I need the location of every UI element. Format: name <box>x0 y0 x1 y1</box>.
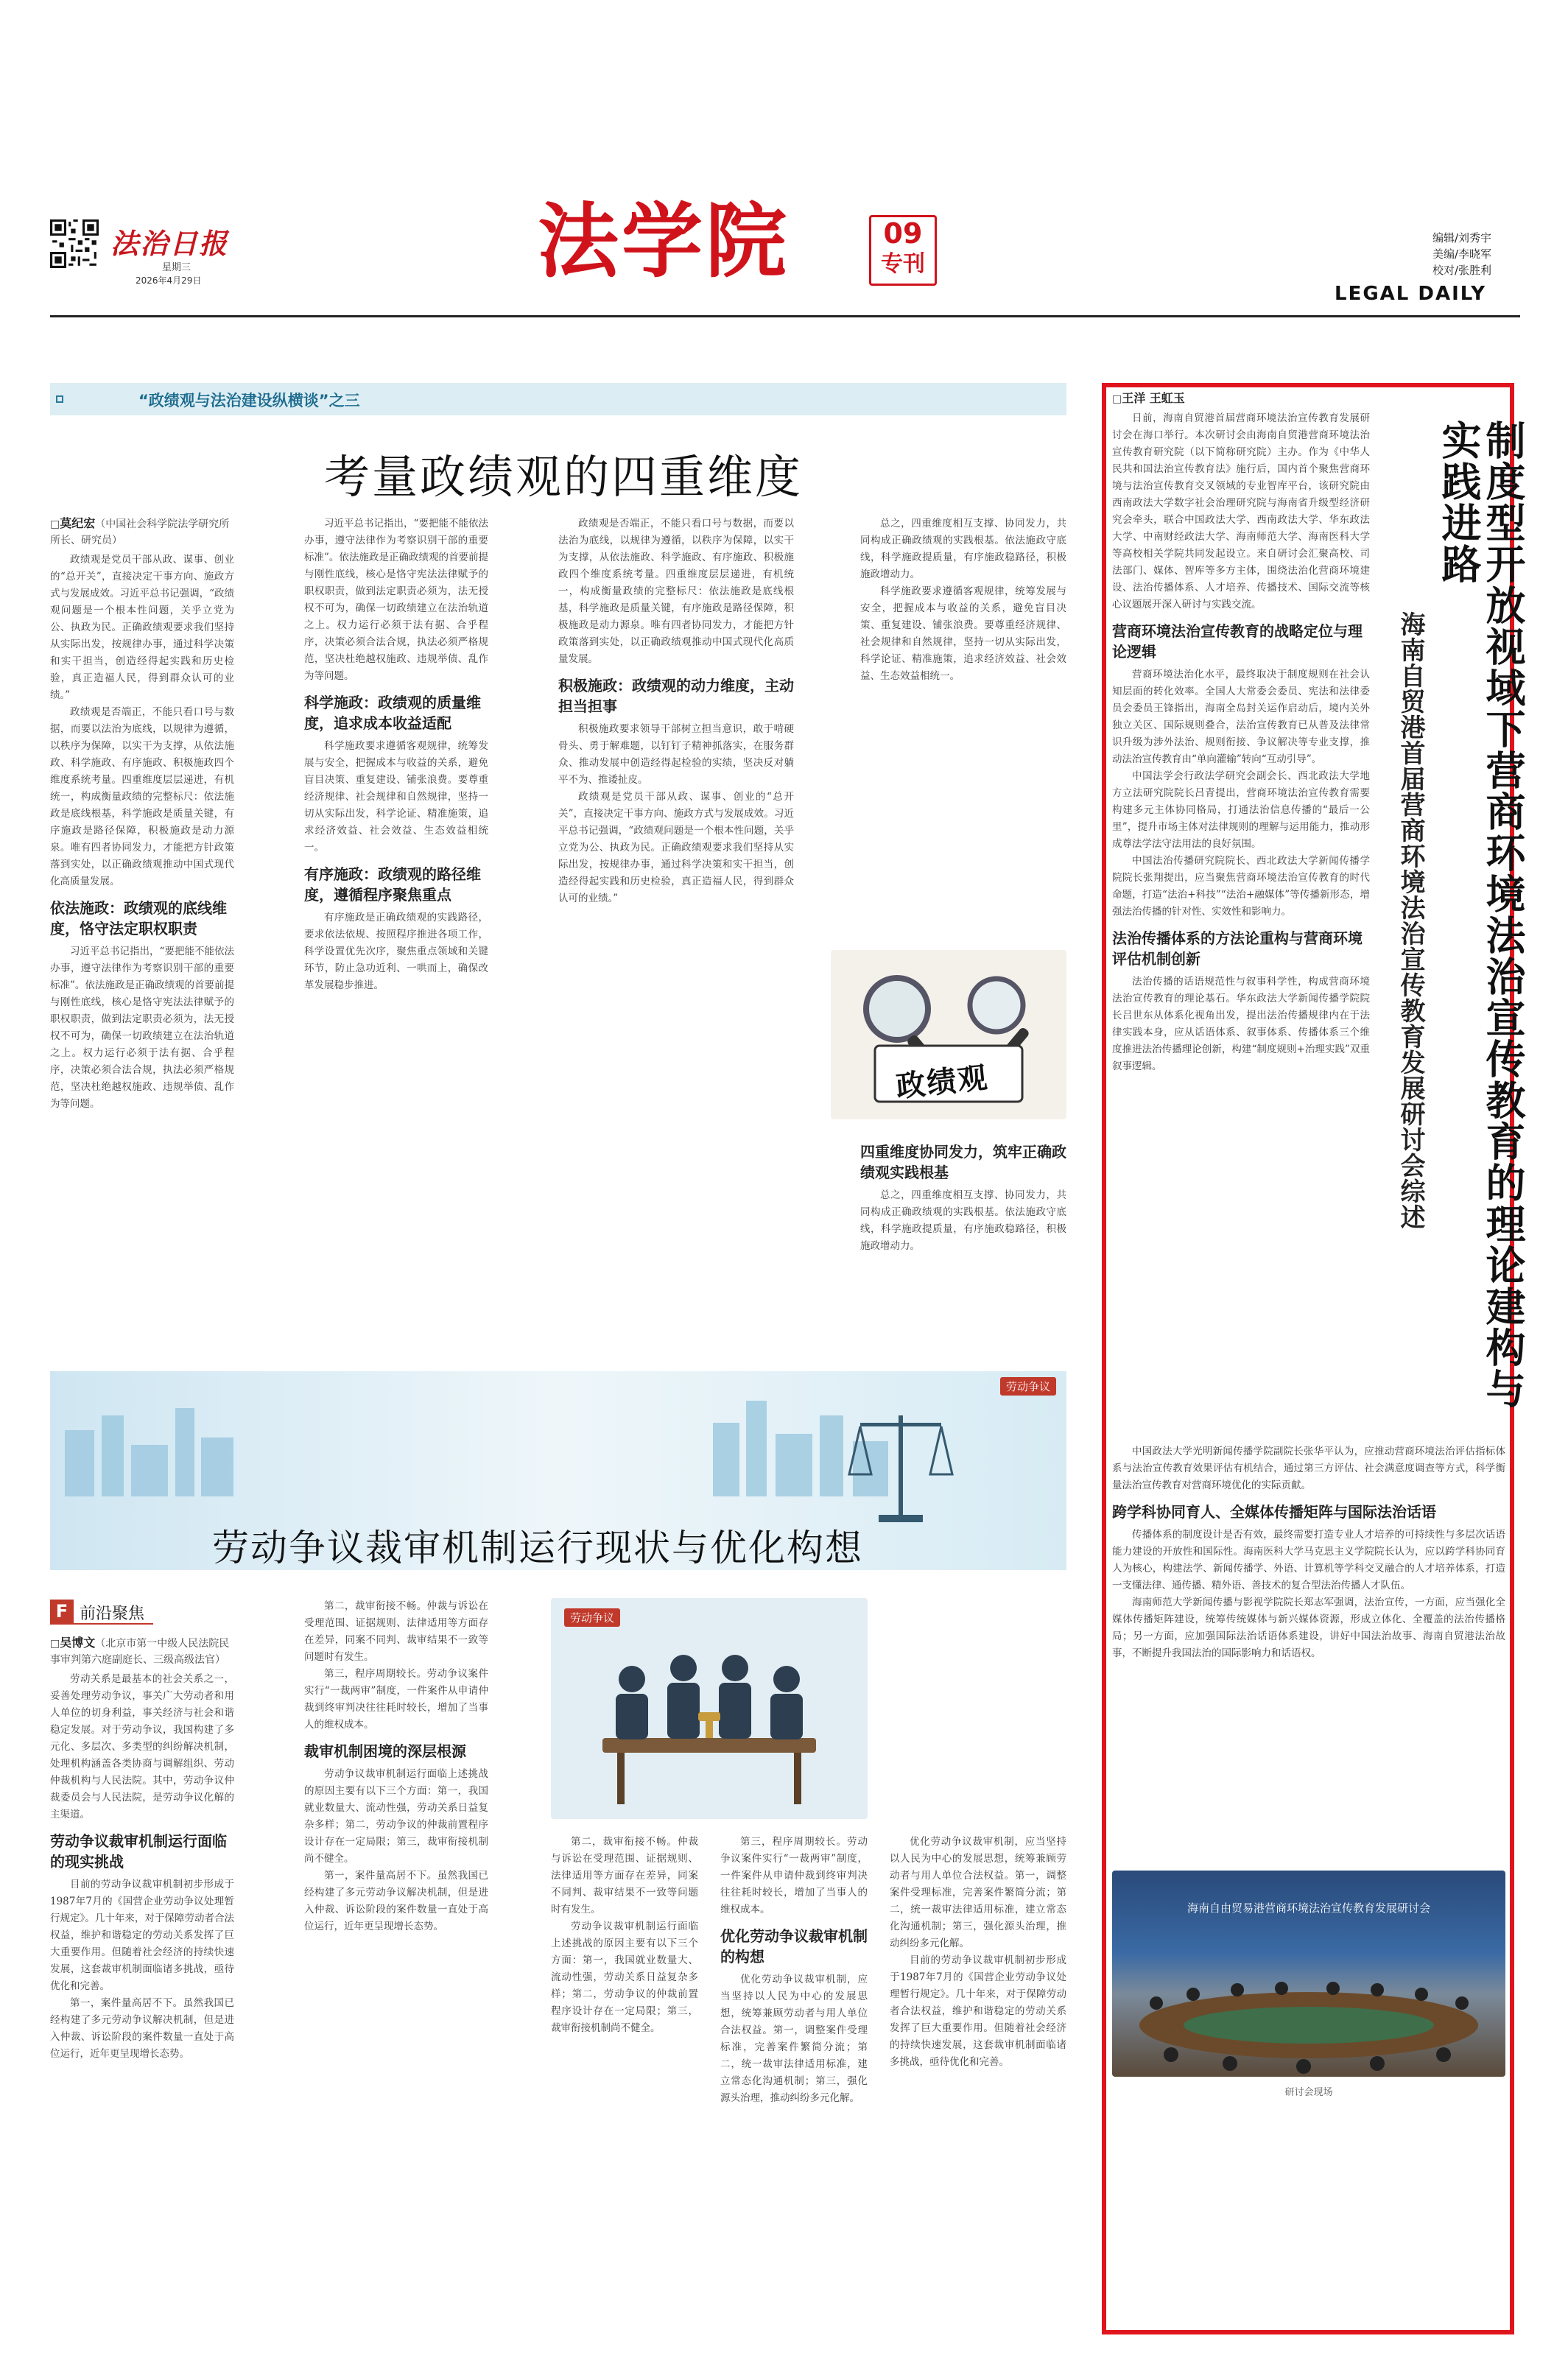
subhead: 营商环境法治宣传教育的战略定位与理论逻辑 <box>1112 622 1363 661</box>
column-tag-label: 前沿聚焦 <box>80 1605 145 1623</box>
article1-col3 <box>558 516 794 1355</box>
series-banner <box>50 383 1066 415</box>
paragraph: 第二，裁审衔接不畅。仲裁与诉讼在受理范围、证据规则、法律适用等方面存在差异，同案不同判、裁审结果不一致等问题时有发生。 <box>551 1836 698 1915</box>
qr-code-icon <box>50 219 99 268</box>
paragraph: 劳动争议裁审机制运行面临上述挑战的原因主要有以下三个方面：第一，我国就业数量大、流动性强，劳动关系日益复杂多样；第二，劳动争议的仲裁前置程序设计存在一定局限；第三，裁审衔接机制尚不健全。 <box>304 1768 488 1865</box>
article2-col2 <box>304 1598 488 2327</box>
paragraph: 第三，程序周期较长。劳动争议案件实行“一裁两审”制度，一件案件从申请仲裁到终审判决往往耗时较长，增加了当事人的维权成本。 <box>720 1836 868 1915</box>
subhead: 裁审机制困境的深层根源 <box>304 1742 466 1760</box>
article2-banner <box>50 1371 1066 1570</box>
page-type: 专刊 <box>881 251 925 277</box>
paragraph: 营商环境法治化水平，最终取决于制度规则在社会认知层面的转化效率。全国人大常委会委员、宪法和法律委员会委员王锋指出，海南全岛封关运作启动后，境内关外独立关区、国际规则叠合，法治宣传教育已从普及法律常识升级为涉外法治、规则衔接、争议解决等专业支撑，推动法治宣传教育由“单向灌输”转向“互动引导”。 <box>1112 669 1370 765</box>
paragraph: 传播体系的制度设计是否有效，最终需要打造专业人才培养的可持续性与多层次话语能力建设的开放性和国际性。海南医科大学马克思主义学院院长认为，应以跨学科协同育人为核心，构建法学、新闻传播学、外语、计算机等学科交叉融合的人才培养体系，打造一支懂法律、通传播、精外语、善技术的复合型法治传播人才队伍。 <box>1112 1529 1505 1591</box>
article2-author: 吴博文 <box>60 1636 96 1650</box>
article1-title: 考量政绩观的四重维度 <box>324 450 804 504</box>
legal-daily-logo: LEGAL DAILY <box>1335 283 1487 305</box>
article1-col4b <box>860 1134 1066 1355</box>
article2-col3 <box>551 1834 698 2327</box>
article1-affiliation: （中国社会科学院法学研究所所长、研究员） <box>50 518 230 546</box>
paragraph: 劳动争议裁审机制运行面临上述挑战的原因主要有以下三个方面：第一，我国就业数量大、流动性强，劳动关系日益复杂多样；第二，劳动争议的仲裁前置程序设计存在一定局限；第三，裁审衔接机制尚不健全。 <box>551 1921 698 2034</box>
article3-title: 制度型开放视域下营商环境法治宣传教育的理论建构与实践进路 <box>1435 420 1526 1410</box>
series-banner-text: “政绩观与法治建设纵横谈”之三 <box>138 392 360 409</box>
article1-illustration <box>831 950 1066 1119</box>
article2-col1 <box>50 1635 234 2327</box>
proofreader-credit: 校对/张胜利 <box>1432 264 1492 277</box>
article2-affiliation: （北京市第一中级人民法院民事审判第六庭副庭长、三级高级法官） <box>50 1638 230 1666</box>
paragraph: 第一，案件量高居不下。虽然我国已经构建了多元劳动争议解决机制，但是进入仲裁、诉讼阶段的案件数量一直处于高位运行，近年更呈现增长态势。 <box>50 1997 234 2060</box>
paragraph: 法治传播的话语规范性与叙事科学性，构成营商环境法治宣传教育的理论基石。华东政法大学新闻传播学院院长吕世东从体系化视角出发，提出法治传播规律内在于法律实践本身，应从话语体系、叙事体系、传播体系三个维度推进法治传播理论创新，构建“制度规则+治理实践”双重叙事逻辑。 <box>1112 976 1370 1072</box>
subhead: 积极施政：政绩观的动力维度，主动担当担事 <box>558 677 794 715</box>
masthead-rule <box>50 315 1520 317</box>
article1-col1 <box>50 516 234 1355</box>
paragraph: 科学施政要求遵循客观规律，统筹发展与安全，把握成本与收益的关系，避免盲目决策、重复建设、铺张浪费。要尊重经济规律、社会规律和自然规律，坚持一切从实际出发，科学论证、精准施策，追求经济效益、社会效益、生态效益相统一。 <box>860 585 1066 682</box>
author-mark: □ <box>50 1638 60 1650</box>
article1-col4 <box>860 516 1066 928</box>
author-mark: □ <box>50 518 60 530</box>
subhead: 科学施政：政绩观的质量维度，追求成本收益适配 <box>304 694 481 732</box>
photo-banner-text: 海南自由贸易港营商环境法治宣传教育发展研讨会 <box>1186 1901 1430 1915</box>
photo-caption: 研讨会现场 <box>1284 2087 1333 2098</box>
subhead: 优化劳动争议裁审机制的构想 <box>720 1927 868 1966</box>
subhead: 有序施政：政绩观的路径维度，遵循程序聚焦重点 <box>304 865 481 904</box>
paragraph: 有序施政是正确政绩观的实践路径，要求依法依规、按照程序推进各项工作，科学设置优先次序，聚焦重点领域和关键环节，防止急功近利、一哄而上，确保改革发展稳步推进。 <box>304 912 488 991</box>
article3-photo <box>1112 1871 1505 2077</box>
issue-date: 2026年4月29日 <box>136 275 202 286</box>
paragraph: 中国法学会行政法学研究会副会长、西北政法大学地方立法研究院院长吕青提出，营商环境法治宣传教育需要构建多元主体协同格局，打通法治信息传播的“最后一公里”，提升市场主体对法律规则的理解与运用能力，推动形成尊法学法守法用法的良好氛围。 <box>1112 770 1370 850</box>
paragraph: 海南师范大学新闻传播与影视学院院长郑志军强调，法治宣传，一方面，应当强化全媒体传播矩阵建设，统筹传统媒体与新兴媒体资源，形成立体化、全覆盖的法治传播格局；另一方面，应加强国际法治话语体系建设，讲好中国法治故事、海南自贸港法治故事，不断提升我国法治的国际影响力和话语权。 <box>1112 1597 1505 1659</box>
paragraph: 第三，程序周期较长。劳动争议案件实行“一裁两审”制度，一件案件从申请仲裁到终审判决往往耗时较长，增加了当事人的维权成本。 <box>304 1668 488 1731</box>
paragraph: 第一，案件量高居不下。虽然我国已经构建了多元劳动争议解决机制，但是进入仲裁、诉讼阶段的案件数量一直处于高位运行，近年更呈现增长态势。 <box>304 1870 488 1932</box>
illustration-tag: 劳动争议 <box>564 1608 620 1627</box>
article2-title: 劳动争议裁审机制运行现状与优化构想 <box>212 1527 863 1569</box>
paragraph: 总之，四重维度相互支撑、协同发力，共同构成正确政绩观的实践根基。依法施政守底线，科学施政提质量，有序施政稳路径，积极施政增动力。 <box>860 518 1066 580</box>
section-title: 法学院 <box>538 194 790 289</box>
article2-col4 <box>720 1834 868 2327</box>
paragraph: 总之，四重维度相互支撑、协同发力，共同构成正确政绩观的实践根基。依法施政守底线，科学施政提质量，有序施政稳路径，积极施政增动力。 <box>860 1189 1066 1252</box>
paragraph: 劳动关系是最基本的社会关系之一，妥善处理劳动争议，事关广大劳动者和用人单位的切身利益，事关经济与社会和谐稳定发展。对于劳动争议，我国构建了多元化、多层次、多类型的纠纷解决机制，处理机构涵盖各类协商与调解组织、劳动仲裁机构与人民法院。其中，劳动争议仲裁委员会与人民法院，是劳动争议化解的主渠道。 <box>50 1673 234 1820</box>
paragraph: 第二，裁审衔接不畅。仲裁与诉讼在受理范围、证据规则、法律适用等方面存在差异，同案不同判、裁审结果不一致等问题时有发生。 <box>304 1600 488 1663</box>
article2-col5 <box>890 1834 1066 2327</box>
paragraph: 积极施政要求领导干部树立担当意识，敢于啃硬骨头、勇于解难题，以钉钉子精神抓落实，在服务群众、推动发展中创造经得起检验的实绩，坚决反对躺平不为、推诿扯皮。 <box>558 723 794 786</box>
paragraph: 优化劳动争议裁审机制，应当坚持以人民为中心的发展思想，统筹兼顾劳动者与用人单位合法权益。第一，调整案件受理标准，完善案件繁简分流；第二，统一裁审法律适用标准，建立常态化沟通机制；第三，强化源头治理，推动纠纷多元化解。 <box>890 1836 1066 1949</box>
paragraph: 优化劳动争议裁审机制，应当坚持以人民为中心的发展思想，统筹兼顾劳动者与用人单位合法权益。第一，调整案件受理标准，完善案件繁简分流；第二，统一裁审法律适用标准，建立常态化沟通机制；第三，强化源头治理，推动纠纷多元化解。 <box>720 1974 868 2104</box>
article1-col2 <box>304 516 488 1355</box>
meeting-people-icon <box>573 1628 845 1812</box>
article3-col2 <box>1112 1443 1505 1856</box>
page-number-box <box>869 215 937 286</box>
paragraph: 目前的劳动争议裁审机制初步形成于1987年7月的《国营企业劳动争议处理暂行规定》。几十年来，对于保障劳动者合法权益，维护和谐稳定的劳动关系发挥了巨大重要作用。但随着社会经济的持续快速发展，这套裁审机制面临诸多挑战，亟待优化和完善。 <box>890 1954 1066 2068</box>
paragraph: 习近平总书记指出，“要把能不能依法办事，遵守法律作为考察识别干部的重要标准”。依法施政是正确政绩观的首要前提与刚性底线，核心是恪守宪法法律赋予的职权职责，做到法定职责必须为，法无授权不可为，确保一切政绩建立在法治轨道之上。权力运行必须于法有据、合乎程序，决策必须合法合规，执法必须严格规范，坚决杜绝越权施政、违规举债、乱作为等问题。 <box>50 946 234 1110</box>
paragraph: 科学施政要求遵循客观规律，统筹发展与安全，把握成本与收益的关系，避免盲目决策、重复建设、铺张浪费。要尊重经济规律、社会规律和自然规律，坚持一切从实际出发，科学论证、精准施策，追求经济效益、社会效益、生态效益相统一。 <box>304 740 488 854</box>
paper-logo: 法治日报 <box>110 227 229 260</box>
author-mark: □ <box>1112 393 1122 405</box>
subhead: 法治传播体系的方法论重构与营商环境评估机制创新 <box>1112 929 1363 968</box>
paragraph: 政绩观是否端正，不能只看口号与数据，而要以法治为底线，以规律为遵循，以秩序为保障，以实干为支撑，从依法施政、科学施政、有序施政、积极施政四个维度系统考量。四重维度层层递进，有机统一，构成衡量政绩的完整标尺：依法施政是底线根基，科学施政是质量关键，有序施政是路径保障，积极施政是动力源泉。唯有四者协同发力，才能把方针政策落到实处，以正确政绩观推动中国式现代化高质量发展。 <box>558 518 794 665</box>
banner-square-icon <box>56 395 63 403</box>
article2 <box>50 1598 1066 2327</box>
subhead: 依法施政：政绩观的底线维度，恪守法定职权职责 <box>50 899 227 937</box>
conference-table-icon <box>1112 1966 1505 2077</box>
article3-subtitle: 海南自贸港首届营商环境法治宣传教育发展研讨会综述 <box>1396 611 1425 1230</box>
editor-credit: 编辑/刘秀宇 <box>1432 231 1492 244</box>
article2-illustration <box>551 1598 868 1819</box>
weekday: 星期三 <box>162 262 191 273</box>
f-logo-icon: F <box>50 1600 74 1623</box>
column-tag <box>50 1598 153 1625</box>
illustration-label: 政绩观 <box>894 1060 991 1105</box>
paragraph: 政绩观是党员干部从政、谋事、创业的“总开关”，直接决定干事方向、施政方式与发展成效。习近平总书记强调，“政绩观问题是一个根本性问题，关乎立党为公、执政为民。正确政绩观要求我们坚持从实际出发，按规律办事，通过科学决策和实干担当，创造经得起实践和历史检验，真正造福人民，得到群众认可的业绩。” <box>50 554 234 701</box>
paragraph: 目前的劳动争议裁审机制初步形成于1987年7月的《国营企业劳动争议处理暂行规定》。几十年来，对于保障劳动者合法权益，维护和谐稳定的劳动关系发挥了巨大重要作用。但随着社会经济的持续快速发展，这套裁审机制面临诸多挑战，亟待优化和完善。 <box>50 1879 234 1992</box>
page-number: 09 <box>883 217 923 250</box>
article3 <box>1112 390 1526 2327</box>
article1 <box>50 516 1066 1355</box>
subhead: 劳动争议裁审机制运行面临的现实挑战 <box>50 1832 227 1871</box>
paragraph: 中国法治传播研究院院长、西北政法大学新闻传播学院院长张翔提出，应当聚焦营商环境法治宣传教育的时代命题，打造“法治+科技”“法治+融媒体”等传播新形态，增强法治传播的针对性、实效性和影响力。 <box>1112 855 1370 918</box>
art-editor-credit: 美编/李晓军 <box>1432 247 1492 261</box>
masthead <box>0 0 1568 346</box>
paragraph: 政绩观是否端正，不能只看口号与数据，而要以法治为底线，以规律为遵循，以秩序为保障，以实干为支撑，从依法施政、科学施政、有序施政、积极施政四个维度系统考量。四重维度层层递进，有机统一，构成衡量政绩的完整标尺：依法施政是底线根基，科学施政是质量关键，有序施政是路径保障，积极施政是动力源泉。唯有四者协同发力，才能把方针政策落到实处，以正确政绩观推动中国式现代化高质量发展。 <box>50 706 234 887</box>
article3-col1 <box>1112 390 1370 1429</box>
paragraph: 日前，海南自贸港首届营商环境法治宣传教育发展研讨会在海口举行。本次研讨会由海南自贸港营商环境法治宣传教育研究院（以下简称研究院）主办。作为《中华人民共和国法治宣传教育法》施行后，国内首个聚焦营商环境与法治宣传教育交叉领域的专业智库平台，该研究院由西南政法大学数字社会治理研究院与海南省升级型经济研究会牵头，联合中国政法大学、西南政法大学、华东政法大学、中南财经政法大学、海南师范大学、海南医科大学等高校相关学院共同发起设立。来自研讨会汇聚高校、司法部门、媒体、智库等多方主体，围绕法治化营商环境建设、法治传播体系、人才培养、传播技术、国际交流等核心议题展开深入研讨与实践交流。 <box>1112 412 1370 611</box>
subhead: 四重维度协同发力，筑牢正确政绩观实践根基 <box>860 1143 1066 1181</box>
paragraph: 中国政法大学光明新闻传播学院副院长张华平认为，应推动营商环境法治评估指标体系与法治宣传教育效果评估有机结合，通过第三方评估、社会满意度调查等方式，科学衡量法治宣传教育对营商环境优化的实际贡献。 <box>1112 1446 1505 1491</box>
paragraph: 政绩观是党员干部从政、谋事、创业的“总开关”，直接决定干事方向、施政方式与发展成效。习近平总书记强调，“政绩观问题是一个根本性问题，关乎立党为公、执政为民。正确政绩观要求我们坚持从实际出发，按规律办事，通过科学决策和实干担当，创造经得起实践和历史检验，真正造福人民，得到群众认可的业绩。” <box>558 791 794 904</box>
image-tag: 劳动争议 <box>1000 1377 1056 1396</box>
article1-author: 莫纪宏 <box>60 516 96 530</box>
article3-author: 王洋 王虹玉 <box>1122 391 1185 405</box>
paragraph: 习近平总书记指出，“要把能不能依法办事，遵守法律作为考察识别干部的重要标准”。依法施政是正确政绩观的首要前提与刚性底线，核心是恪守宪法法律赋予的职权职责，做到法定职责必须为，法无授权不可为，确保一切政绩建立在法治轨道之上。权力运行必须于法有据、合乎程序，决策必须合法合规，执法必须严格规范，坚决杜绝越权施政、违规举债、乱作为等问题。 <box>304 518 488 682</box>
subhead: 跨学科协同育人、全媒体传播矩阵与国际法治话语 <box>1112 1503 1436 1521</box>
